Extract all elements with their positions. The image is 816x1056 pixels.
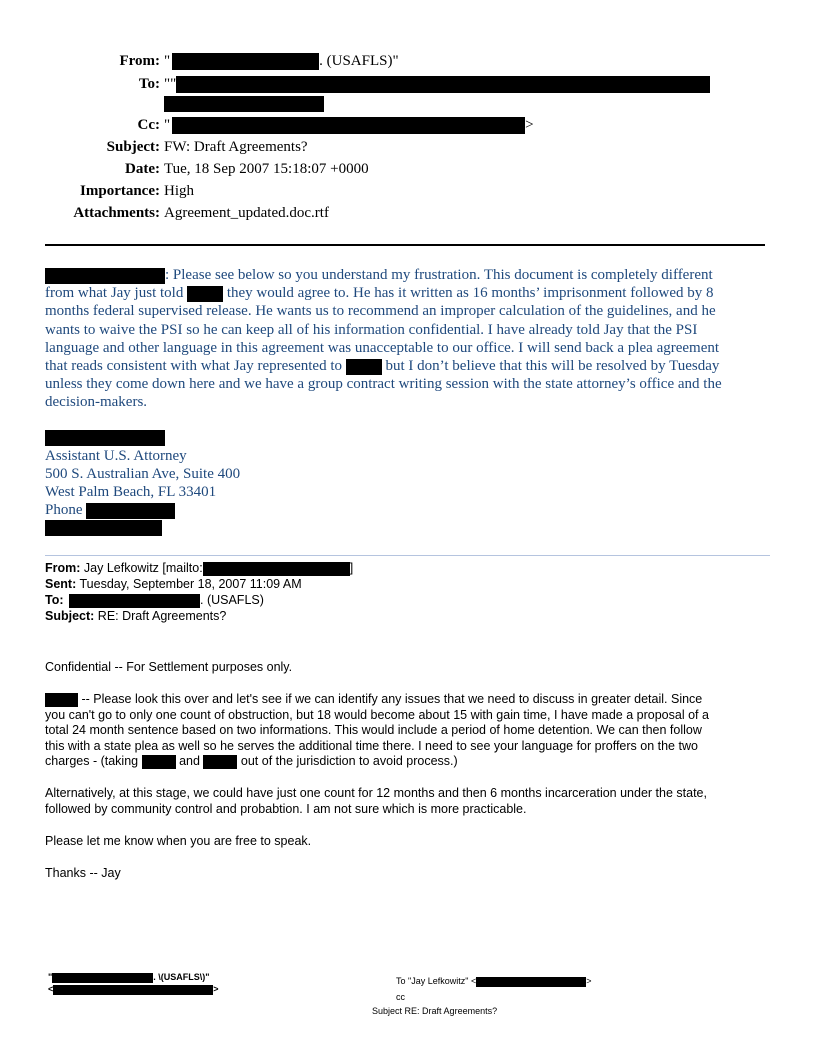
redaction-bar xyxy=(45,693,78,707)
importance-label: Importance: xyxy=(80,183,160,199)
confidential-line: Confidential -- For Settlement purposes only. xyxy=(45,660,293,674)
footer-to-close: > xyxy=(586,976,592,986)
body-line: charges - (taking xyxy=(45,754,139,769)
footer-to-row xyxy=(396,976,591,987)
fwd-sent-row xyxy=(45,576,302,592)
redaction-bar xyxy=(45,430,165,446)
message-line: unless they come down here and we have a group contract writing session with the state attorney’s office and the xyxy=(45,376,722,393)
redaction-bar xyxy=(203,562,350,576)
message-line: months federal supervised release. He wants us to recommend an improper calculation of the guidelines, and he xyxy=(45,303,716,320)
body-signoff: Thanks -- Jay xyxy=(45,866,121,880)
redaction-bar xyxy=(346,359,382,375)
body-line: followed by community control and probabtion. I am not sure which is more practicable. xyxy=(45,801,527,816)
redaction-bar xyxy=(45,268,165,284)
redaction-bar xyxy=(45,520,162,536)
body-line: total 24 month sentence based on two informations. This would include a period of home detention. We can then follow xyxy=(45,723,702,738)
subject-label: Subject: xyxy=(106,139,160,155)
to-value xyxy=(164,76,710,93)
to-continuation xyxy=(164,95,324,113)
fwd-from-row xyxy=(45,560,353,576)
body-line: you can't go to only one count of obstruction, but 18 would become about 15 with gain time, I have made a proposal of a xyxy=(45,707,709,722)
footer-subject-row xyxy=(372,1006,497,1016)
fwd-from-close: ] xyxy=(349,561,354,575)
redaction-bar xyxy=(176,76,710,93)
footer-to-value: "Jay Lefkowitz" < xyxy=(408,976,477,986)
from-suffix: . (USAFLS)" xyxy=(319,53,399,69)
to-prefix: "" xyxy=(164,76,177,92)
fwd-from-label: From: xyxy=(45,561,81,575)
fwd-to-row xyxy=(45,592,264,608)
fwd-subject-row xyxy=(45,608,226,624)
body-line: and xyxy=(179,754,200,769)
footer-quote: " xyxy=(48,972,53,982)
message-line: but I don’t believe that this will be resolved by Tuesday xyxy=(385,358,720,375)
forward-divider xyxy=(45,555,770,556)
redaction-bar xyxy=(86,503,175,519)
footer-close: > xyxy=(213,984,219,994)
fwd-from-value: Jay Lefkowitz [mailto: xyxy=(83,561,203,575)
footer-sender-email xyxy=(48,984,219,995)
message-line: from what Jay just told xyxy=(45,285,184,302)
from-prefix: " xyxy=(164,53,171,69)
signature-title: Assistant U.S. Attorney xyxy=(45,448,187,464)
date-label: Date: xyxy=(125,161,160,177)
message-line: wants to waive the PSI so he can keep all of his information confidential. I have already told Jay that the PSI xyxy=(45,321,698,338)
date-value: Tue, 18 Sep 2007 15:18:07 +0000 xyxy=(164,161,369,177)
redaction-bar xyxy=(187,286,223,302)
fwd-sent-value: Tuesday, September 18, 2007 11:09 AM xyxy=(79,577,302,591)
cc-label: Cc: xyxy=(137,117,160,133)
body-line: this with a state plea as well so he serves the additional time there. I need to see your language for proffers on the two xyxy=(45,738,698,753)
footer-subject-value: RE: Draft Agreements? xyxy=(404,1006,498,1016)
footer-subject-label: Subject xyxy=(372,1006,403,1016)
signature-extra xyxy=(45,519,162,537)
footer-open: < xyxy=(48,984,54,994)
body-line: -- Please look this over and let's see if we can identify any issues that we need to discuss in greater detail. Since xyxy=(81,692,703,706)
redaction-bar xyxy=(69,594,200,608)
body-paragraph-4: Please let me know when you are free to speak. xyxy=(45,834,312,848)
fwd-sent-label: Sent: xyxy=(45,577,77,591)
body-paragraph-3 xyxy=(45,786,770,817)
cc-prefix: " xyxy=(164,117,171,133)
footer-sender-suffix: . \(USAFLS\)" xyxy=(153,972,210,982)
attachments-value[interactable]: Agreement_updated.doc.rtf xyxy=(164,205,329,221)
message-line: language and other language in this agreement was unacceptable to our office. I will send back a plea agreement xyxy=(45,339,720,356)
signature-address2: West Palm Beach, FL 33401 xyxy=(45,484,217,500)
from-value xyxy=(164,53,399,70)
cc-value xyxy=(164,117,534,134)
redaction-bar xyxy=(172,53,319,70)
message-line: that reads consistent with what Jay represented to xyxy=(45,358,342,375)
attachments-label: Attachments: xyxy=(73,205,160,221)
message-line: they would agree to. He has it written as 16 months’ imprisonment followed by 8 xyxy=(226,285,714,302)
redaction-bar xyxy=(172,117,525,134)
signature-phone xyxy=(45,501,240,519)
fwd-subject-value: RE: Draft Agreements? xyxy=(97,609,227,623)
signature-name xyxy=(45,429,165,447)
subject-value: FW: Draft Agreements? xyxy=(164,139,308,155)
fwd-to-label: To: xyxy=(45,593,64,607)
fwd-to-suffix: . (USAFLS) xyxy=(200,593,264,607)
importance-value: High xyxy=(164,183,194,199)
footer-to-label: To xyxy=(396,976,406,986)
fwd-subject-label: Subject: xyxy=(45,609,95,623)
redaction-bar xyxy=(476,977,586,987)
from-label: From: xyxy=(119,53,160,69)
message-line: : Please see below so you understand my frustration. This document is completely different xyxy=(165,267,713,283)
footer-cc-label: cc xyxy=(396,992,405,1002)
signature-address1: 500 S. Australian Ave, Suite 400 xyxy=(45,466,241,482)
footer-sender xyxy=(48,972,210,983)
redaction-bar xyxy=(52,973,153,983)
to-label: To: xyxy=(138,76,160,92)
redaction-bar xyxy=(203,755,237,769)
body-line: Alternatively, at this stage, we could have just one count for 12 months and then 6 months incarceration under the state, xyxy=(45,786,707,800)
redaction-bar xyxy=(142,755,176,769)
phone-label: Phone xyxy=(45,502,83,518)
cc-suffix: > xyxy=(525,117,534,133)
redaction-bar xyxy=(53,985,213,995)
body-line: out of the jurisdiction to avoid process.) xyxy=(240,754,458,769)
message-line: decision-makers. xyxy=(45,394,148,411)
body-paragraph-2 xyxy=(45,692,770,770)
message-paragraph xyxy=(45,266,770,412)
header-divider xyxy=(45,244,765,246)
redaction-bar xyxy=(164,96,324,112)
signature-block xyxy=(45,447,240,519)
